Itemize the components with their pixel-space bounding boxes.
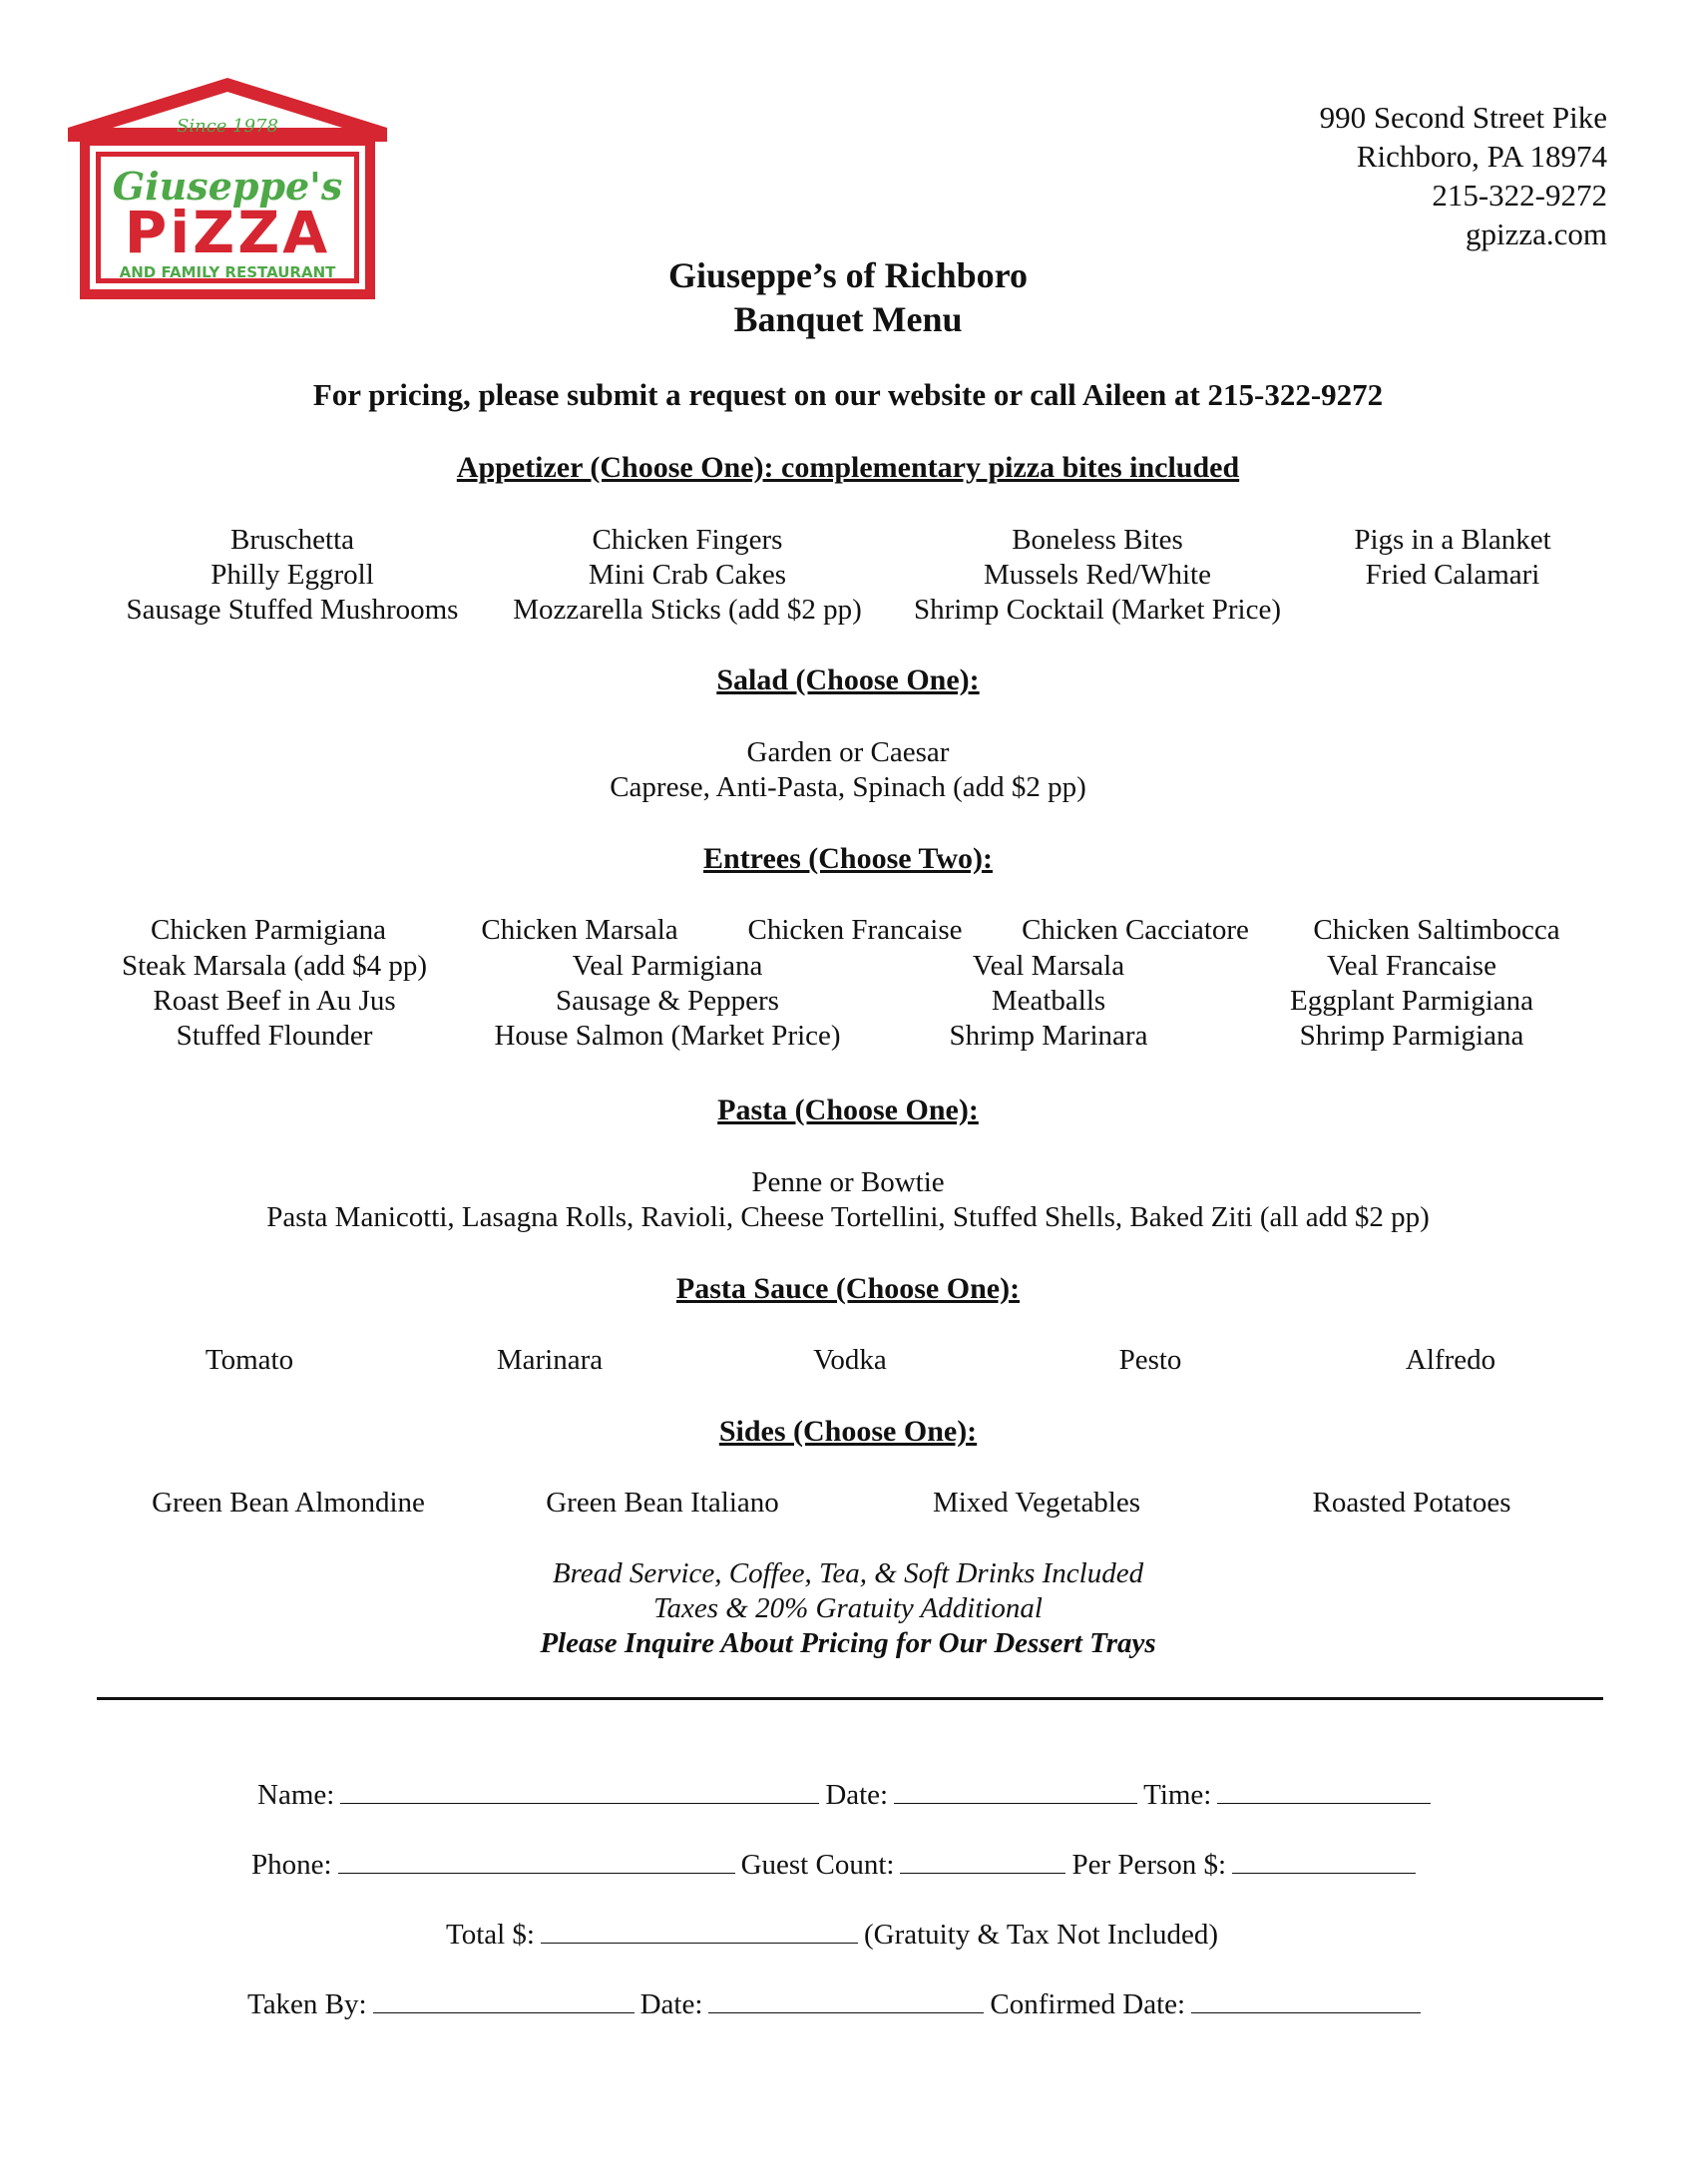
time-label: Time:: [1143, 1779, 1212, 1811]
pasta-options: [0, 1165, 1696, 1235]
appetizer-column-4: [1354, 523, 1550, 593]
menu-item: Fried Calamari: [1365, 559, 1540, 591]
menu-item: Chicken Saltimbocca: [1313, 914, 1560, 946]
menu-item: Boneless Bites: [1012, 524, 1183, 556]
logo-script-name: Giuseppe's: [112, 164, 343, 209]
menu-item: Green Bean Almondine: [152, 1487, 425, 1519]
logo-since: Since 1978: [177, 116, 278, 137]
menu-item: Shrimp Parmigiana: [1299, 1020, 1524, 1052]
total-note: (Gratuity & Tax Not Included): [863, 1919, 1218, 1951]
menu-item: Chicken Parmigiana: [151, 914, 386, 946]
menu-item: House Salmon (Market Price): [494, 1020, 841, 1052]
page-title: [0, 253, 1696, 341]
entrees-column-1: [122, 949, 427, 1054]
menu-item: Veal Parmigiana: [572, 950, 763, 982]
guest-count-field[interactable]: [900, 1845, 1065, 1874]
sauce-heading: Pasta Sauce (Choose One):: [675, 1272, 1021, 1305]
guest-count-label: Guest Count:: [740, 1849, 895, 1881]
time-field[interactable]: [1217, 1775, 1431, 1804]
menu-item: Alfredo: [1405, 1344, 1496, 1376]
menu-item: Bruschetta: [229, 524, 355, 556]
logo-tagline: AND FAMILY RESTAURANT: [119, 263, 336, 281]
menu-item: Sausage Stuffed Mushrooms: [126, 594, 459, 626]
menu-item: Green Bean Italiano: [546, 1487, 779, 1519]
name-label: Name:: [257, 1779, 335, 1811]
total-label: Total $:: [446, 1919, 535, 1951]
total-field[interactable]: [541, 1915, 858, 1944]
appetizer-column-2: [513, 523, 862, 628]
form-row-total: [446, 1915, 1218, 1952]
menu-item: Roasted Potatoes: [1312, 1487, 1511, 1519]
menu-item: Mozzarella Sticks (add $2 pp): [513, 594, 862, 626]
address-city: Richboro, PA 18974: [1356, 139, 1607, 174]
date-field[interactable]: [894, 1775, 1137, 1804]
menu-item: Penne or Bowtie: [751, 1166, 945, 1198]
entrees-column-4: [1290, 949, 1533, 1054]
form-row-taken-by: [247, 1984, 1427, 2021]
menu-item: Mini Crab Cakes: [588, 559, 787, 591]
appetizer-column-1: [127, 523, 459, 628]
menu-item: Shrimp Cocktail (Market Price): [913, 594, 1282, 626]
phone-label: Phone:: [251, 1849, 332, 1881]
menu-item: Steak Marsala (add $4 pp): [121, 950, 428, 982]
menu-item: Shrimp Marinara: [949, 1020, 1148, 1052]
menu-item: Meatballs: [991, 985, 1106, 1017]
taken-by-field[interactable]: [373, 1984, 635, 2013]
menu-item: Caprese, Anti-Pasta, Spinach (add $2 pp): [610, 771, 1086, 803]
phone-field[interactable]: [338, 1845, 735, 1874]
menu-item: Sausage & Peppers: [556, 985, 779, 1017]
menu-item: Chicken Fingers: [592, 524, 783, 556]
confirmed-date-field[interactable]: [1191, 1984, 1421, 2013]
restaurant-address-block: [1320, 98, 1607, 253]
salad-options: [0, 735, 1696, 805]
sides-heading: Sides (Choose One):: [718, 1415, 978, 1448]
date2-field[interactable]: [708, 1984, 984, 2013]
menu-item: Tomato: [205, 1344, 294, 1376]
address-street: 990 Second Street Pike: [1319, 100, 1607, 135]
entrees-column-3: [950, 949, 1148, 1054]
address-phone: 215-322-9272: [1432, 178, 1607, 213]
form-row-phone: [251, 1845, 1422, 1882]
appetizer-column-3: [914, 523, 1281, 628]
menu-item: Roast Beef in Au Jus: [153, 985, 396, 1017]
menu-item: Mixed Vegetables: [932, 1487, 1141, 1519]
note-dessert: Please Inquire About Pricing for Our Dessert Trays: [540, 1627, 1156, 1659]
menu-item: Pesto: [1118, 1344, 1182, 1376]
date-label: Date:: [825, 1779, 889, 1811]
menu-item: Pigs in a Blanket: [1354, 524, 1551, 556]
menu-item: Marinara: [496, 1344, 604, 1376]
per-person-label: Per Person $:: [1071, 1849, 1227, 1881]
taken-by-label: Taken By:: [247, 1988, 367, 2020]
address-website: gpizza.com: [1465, 217, 1607, 251]
note-line: Taxes & 20% Gratuity Additional: [653, 1592, 1043, 1624]
menu-item: Vodka: [813, 1344, 887, 1376]
menu-item: Mussels Red/White: [984, 559, 1211, 591]
appetizer-heading: Appetizer (Choose One): complementary pizza bites included: [456, 451, 1240, 484]
menu-item: Chicken Cacciatore: [1022, 914, 1249, 946]
menu-item: Chicken Francaise: [747, 914, 963, 946]
menu-item: Philly Eggroll: [211, 559, 374, 591]
per-person-field[interactable]: [1232, 1845, 1416, 1874]
salad-heading: Salad (Choose One):: [716, 663, 980, 696]
menu-item: Stuffed Flounder: [176, 1020, 373, 1052]
menu-item: Pasta Manicotti, Lasagna Rolls, Ravioli, Cheese Tortellini, Stuffed Shells, Baked Ziti (all add $2 pp): [266, 1201, 1430, 1233]
section-divider: [97, 1697, 1603, 1700]
form-row-name: [257, 1775, 1437, 1812]
pricing-note: For pricing, please submit a request on our website or call Aileen at 215-322-9272: [312, 377, 1384, 412]
menu-item: Chicken Marsala: [481, 914, 678, 946]
name-field[interactable]: [340, 1775, 819, 1804]
entrees-heading: Entrees (Choose Two):: [703, 842, 993, 875]
logo-pizza-wordmark: PiZZA: [124, 199, 331, 266]
menu-item: Eggplant Parmigiana: [1289, 985, 1534, 1017]
title-line-1: Giuseppe’s of Richboro: [667, 255, 1029, 295]
entrees-column-2: [494, 949, 840, 1054]
menu-item: Veal Marsala: [972, 950, 1125, 982]
date2-label: Date:: [639, 1988, 703, 2020]
pasta-heading: Pasta (Choose One):: [717, 1093, 979, 1126]
menu-item: Garden or Caesar: [746, 736, 950, 768]
confirmed-date-label: Confirmed Date:: [990, 1988, 1186, 2020]
menu-notes: [0, 1556, 1696, 1661]
note-line: Bread Service, Coffee, Tea, & Soft Drinks Included: [552, 1557, 1144, 1589]
title-line-2: Banquet Menu: [733, 299, 963, 339]
menu-item: Veal Francaise: [1327, 950, 1496, 982]
